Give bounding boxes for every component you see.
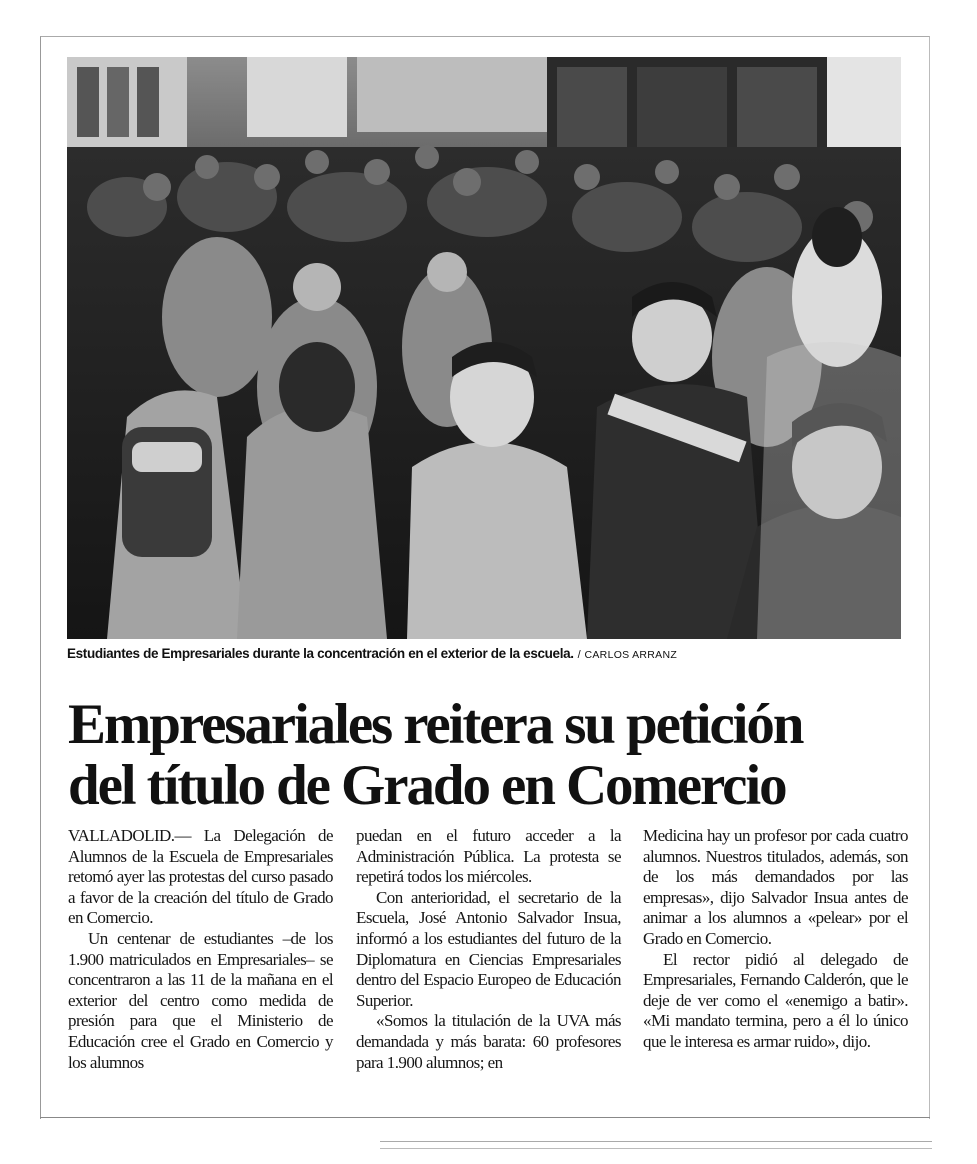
divider [380, 1148, 932, 1149]
paragraph: Con anterioridad, el secretario de la Escuela, José Antonio Salvador Insua, informó a los estudiantes del futuro de la Diplomatura en Ciencias Empresariales dentro del Espacio Europeo de Educación Superior. [356, 887, 621, 1010]
paragraph: El rector pidió al delegado de Empresariales, Fernando Calderón, que le deje de ver como el «enemigo a batir». «Mi mandato termina, pero a él lo único que le interesa es armar ruido», dijo. [643, 949, 908, 1051]
caption-separator: / [577, 649, 581, 661]
paragraph: «Somos la titulación de la UVA más demandada y más barata: 60 profesores para 1.900 alumnos; en [356, 1011, 621, 1072]
paragraph: Medicina hay un profesor por cada cuatro alumnos. Nuestros titulados, además, son de los más demandados por las empresas», dijo Salvador Insua antes de animar a los alumnos a «pelear» por el Grado en Comercio. [643, 826, 908, 948]
photo-caption [67, 645, 901, 667]
divider [40, 1117, 930, 1118]
crowd-photo-icon [67, 57, 901, 639]
article-column-3 [643, 826, 908, 1053]
photo-credit: CARLOS ARRANZ [584, 649, 678, 661]
headline-line-2: del título de Grado en Comercio [68, 754, 786, 817]
headline-line-1: Empresariales reitera su petición [68, 693, 803, 756]
paragraph: VALLADOLID.— La Delegación de Alumnos de la Escuela de Empresariales retomó ayer las protestas del curso pasado a favor de la creación del título de Grado en Comercio. [68, 826, 333, 928]
caption-text: Estudiantes de Empresariales durante la concentración en el exterior de la escuela. [67, 646, 574, 661]
news-photo [67, 57, 901, 639]
article-column-1 [68, 826, 333, 1073]
paragraph: puedan en el futuro acceder a la Administración Pública. La protesta se repetirá todos los miércoles. [356, 826, 621, 887]
article-headline [68, 694, 928, 816]
article-column-2 [356, 826, 621, 1073]
paragraph: Un centenar de estudiantes –de los 1.900 matriculados en Empresariales– se concentraron a las 11 de la mañana en el exterior del centro como medida de presión para que el Ministerio de Educación cree el Grado en Comercio y los alumnos [68, 928, 333, 1072]
divider [380, 1141, 932, 1142]
